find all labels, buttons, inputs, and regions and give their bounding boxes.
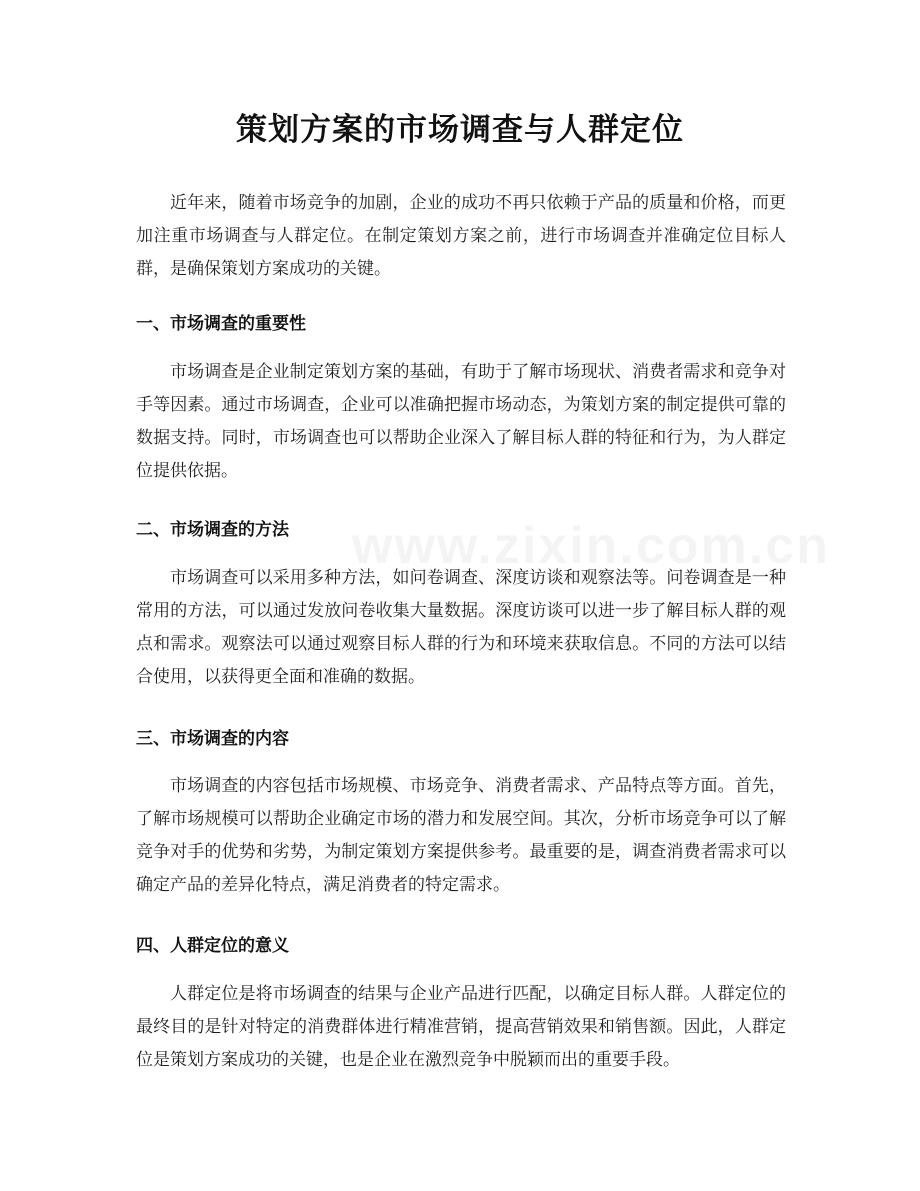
section-heading-positioning: 四、人群定位的意义: [136, 936, 289, 956]
intro-paragraph: 近年来，随着市场竞争的加剧，企业的成功不再只依赖于产品的质量和价格，而更加注重市场调查与人群定位。在制定策划方案之前，进行市场调查并准确定位目标人群，是确保策划方案成功的关键。: [136, 193, 786, 279]
section-body-positioning: 人群定位是将市场调查的结果与企业产品进行匹配，以确定目标人群。人群定位的最终目的是针对特定的消费群体进行精准营销，提高营销效果和销售额。因此，人群定位是策划方案成功的关键，也是企业在激烈竞争中脱颖而出的重要手段。: [136, 984, 786, 1070]
section-body-content: 市场调查的内容包括市场规模、市场竞争、消费者需求、产品特点等方面。首先，了解市场规模可以帮助企业确定市场的潜力和发展空间。其次，分析市场竞争可以了解竞争对手的优势和劣势，为制定策划方案提供参考。最重要的是，调查消费者需求可以确定产品的差异化特点，满足消费者的特定需求。: [136, 776, 786, 895]
section-body-importance: 市场调查是企业制定策划方案的基础，有助于了解市场现状、消费者需求和竞争对手等因素。通过市场调查，企业可以准确把握市场动态，为策划方案的制定提供可靠的数据支持。同时，市场调查也可以帮助企业深入了解目标人群的特征和行为，为人群定位提供依据。: [136, 362, 786, 481]
section-body-methods: 市场调查可以采用多种方法，如问卷调查、深度访谈和观察法等。问卷调查是一种常用的方法，可以通过发放问卷收集大量数据。深度访谈可以进一步了解目标人群的观点和需求。观察法可以通过观察目标人群的行为和环境来获取信息。不同的方法可以结合使用，以获得更全面和准确的数据。: [136, 568, 786, 687]
section-heading-methods: 二、市场调查的方法: [136, 520, 289, 540]
document-title: 策划方案的市场调查与人群定位: [236, 112, 684, 148]
section-heading-importance: 一、市场调查的重要性: [136, 314, 306, 334]
section-heading-content: 三、市场调查的内容: [136, 729, 289, 749]
